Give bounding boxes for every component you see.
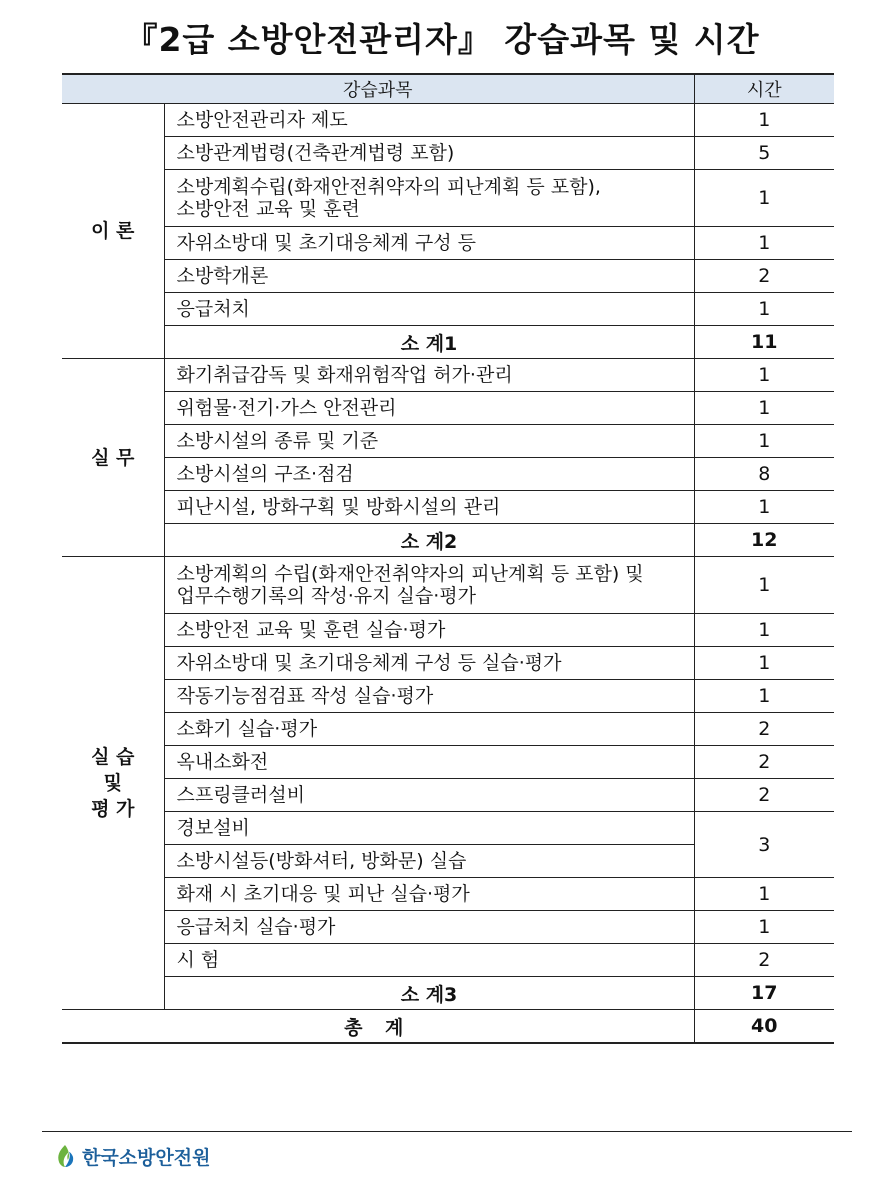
subject-cell: 화기취급감독 및 화재위험작업 허가·관리 xyxy=(164,359,694,392)
subtotal-row xyxy=(62,326,834,359)
subtotal-row xyxy=(62,524,834,557)
hours-cell: 2 xyxy=(694,260,834,293)
subject-cell: 경보설비 xyxy=(164,812,694,845)
subject-cell: 소방안전 교육 및 훈련 실습·평가 xyxy=(164,614,694,647)
table-row xyxy=(62,878,834,911)
table-row xyxy=(62,458,834,491)
hours-cell: 1 xyxy=(694,680,834,713)
subject-cell: 소방안전관리자 제도 xyxy=(164,104,694,137)
hours-cell: 1 xyxy=(694,227,834,260)
kfsi-flame-icon xyxy=(52,1143,78,1169)
subtotal-label: 소 계2 xyxy=(164,524,694,557)
group-label-exercise: 실 습 및 평 가 xyxy=(62,557,164,1010)
subtotal-value: 17 xyxy=(694,977,834,1010)
subject-cell: 소방시설등(방화셔터, 방화문) 실습 xyxy=(164,845,694,878)
hours-cell: 8 xyxy=(694,458,834,491)
subject-cell: 시 험 xyxy=(164,944,694,977)
table-row xyxy=(62,425,834,458)
subtotal-value: 11 xyxy=(694,326,834,359)
subject-cell: 소방계획의 수립(화재안전취약자의 피난계획 등 포함) 및 업무수행기록의 작성·유지 실습·평가 xyxy=(164,557,694,614)
hours-cell-merged: 3 xyxy=(694,812,834,878)
subject-cell: 작동기능점검표 작성 실습·평가 xyxy=(164,680,694,713)
subtotal-row xyxy=(62,977,834,1010)
footer-divider xyxy=(42,1131,852,1132)
group-label-practice: 실 무 xyxy=(62,359,164,557)
page-title: 『2급 소방안전관리자』 강습과목 및 시간 xyxy=(124,20,760,59)
hours-cell: 1 xyxy=(694,293,834,326)
table-row xyxy=(62,170,834,227)
subject-cell: 옥내소화전 xyxy=(164,746,694,779)
subject-cell: 스프링클러설비 xyxy=(164,779,694,812)
total-value: 40 xyxy=(694,1010,834,1044)
table-row xyxy=(62,911,834,944)
group-label-theory: 이 론 xyxy=(62,104,164,359)
table-row xyxy=(62,104,834,137)
hours-cell: 1 xyxy=(694,170,834,227)
table-row xyxy=(62,680,834,713)
subtotal-label: 소 계3 xyxy=(164,977,694,1010)
subject-cell: 자위소방대 및 초기대응체계 구성 등 xyxy=(164,227,694,260)
hours-cell: 1 xyxy=(694,491,834,524)
table-row xyxy=(62,647,834,680)
table-row xyxy=(62,779,834,812)
hours-cell: 1 xyxy=(694,392,834,425)
subtotal-label: 소 계1 xyxy=(164,326,694,359)
subject-cell: 소방학개론 xyxy=(164,260,694,293)
table-row xyxy=(62,614,834,647)
subject-cell: 응급처치 실습·평가 xyxy=(164,911,694,944)
hours-cell: 1 xyxy=(694,425,834,458)
course-table xyxy=(62,73,834,1044)
hours-cell: 5 xyxy=(694,137,834,170)
subject-cell: 소방관계법령(건축관계법령 포함) xyxy=(164,137,694,170)
table-row xyxy=(62,137,834,170)
subject-cell: 자위소방대 및 초기대응체계 구성 등 실습·평가 xyxy=(164,647,694,680)
table-row xyxy=(62,944,834,977)
table-row xyxy=(62,227,834,260)
table-row xyxy=(62,359,834,392)
hours-cell: 2 xyxy=(694,713,834,746)
subject-cell: 소방시설의 구조·점검 xyxy=(164,458,694,491)
org-name: 한국소방안전원 xyxy=(82,1146,211,1169)
subject-cell: 소방시설의 종류 및 기준 xyxy=(164,425,694,458)
total-label: 총 계 xyxy=(62,1010,694,1044)
subject-cell: 소화기 실습·평가 xyxy=(164,713,694,746)
footer-logo xyxy=(52,1142,210,1170)
hours-cell: 1 xyxy=(694,911,834,944)
table-row xyxy=(62,392,834,425)
subject-column-header: 강습과목 xyxy=(62,74,694,104)
hours-cell: 1 xyxy=(694,359,834,392)
subtotal-value: 12 xyxy=(694,524,834,557)
table-row xyxy=(62,260,834,293)
table-row xyxy=(62,293,834,326)
subject-cell: 소방계획수립(화재안전취약자의 피난계획 등 포함), 소방안전 교육 및 훈련 xyxy=(164,170,694,227)
subject-cell: 응급처치 xyxy=(164,293,694,326)
table-header-row xyxy=(62,74,834,104)
hours-cell: 2 xyxy=(694,944,834,977)
hours-cell: 2 xyxy=(694,746,834,779)
table-row xyxy=(62,713,834,746)
table-row xyxy=(62,491,834,524)
hours-cell: 1 xyxy=(694,104,834,137)
table-row xyxy=(62,812,834,845)
hours-cell: 1 xyxy=(694,614,834,647)
hours-cell: 1 xyxy=(694,878,834,911)
hours-cell: 1 xyxy=(694,647,834,680)
total-row xyxy=(62,1010,834,1044)
time-column-header: 시간 xyxy=(694,74,834,104)
subject-cell: 화재 시 초기대응 및 피난 실습·평가 xyxy=(164,878,694,911)
hours-cell: 1 xyxy=(694,557,834,614)
table-row xyxy=(62,746,834,779)
hours-cell: 2 xyxy=(694,779,834,812)
subject-cell: 위험물·전기·가스 안전관리 xyxy=(164,392,694,425)
subject-cell: 피난시설, 방화구획 및 방화시설의 관리 xyxy=(164,491,694,524)
table-row xyxy=(62,557,834,614)
